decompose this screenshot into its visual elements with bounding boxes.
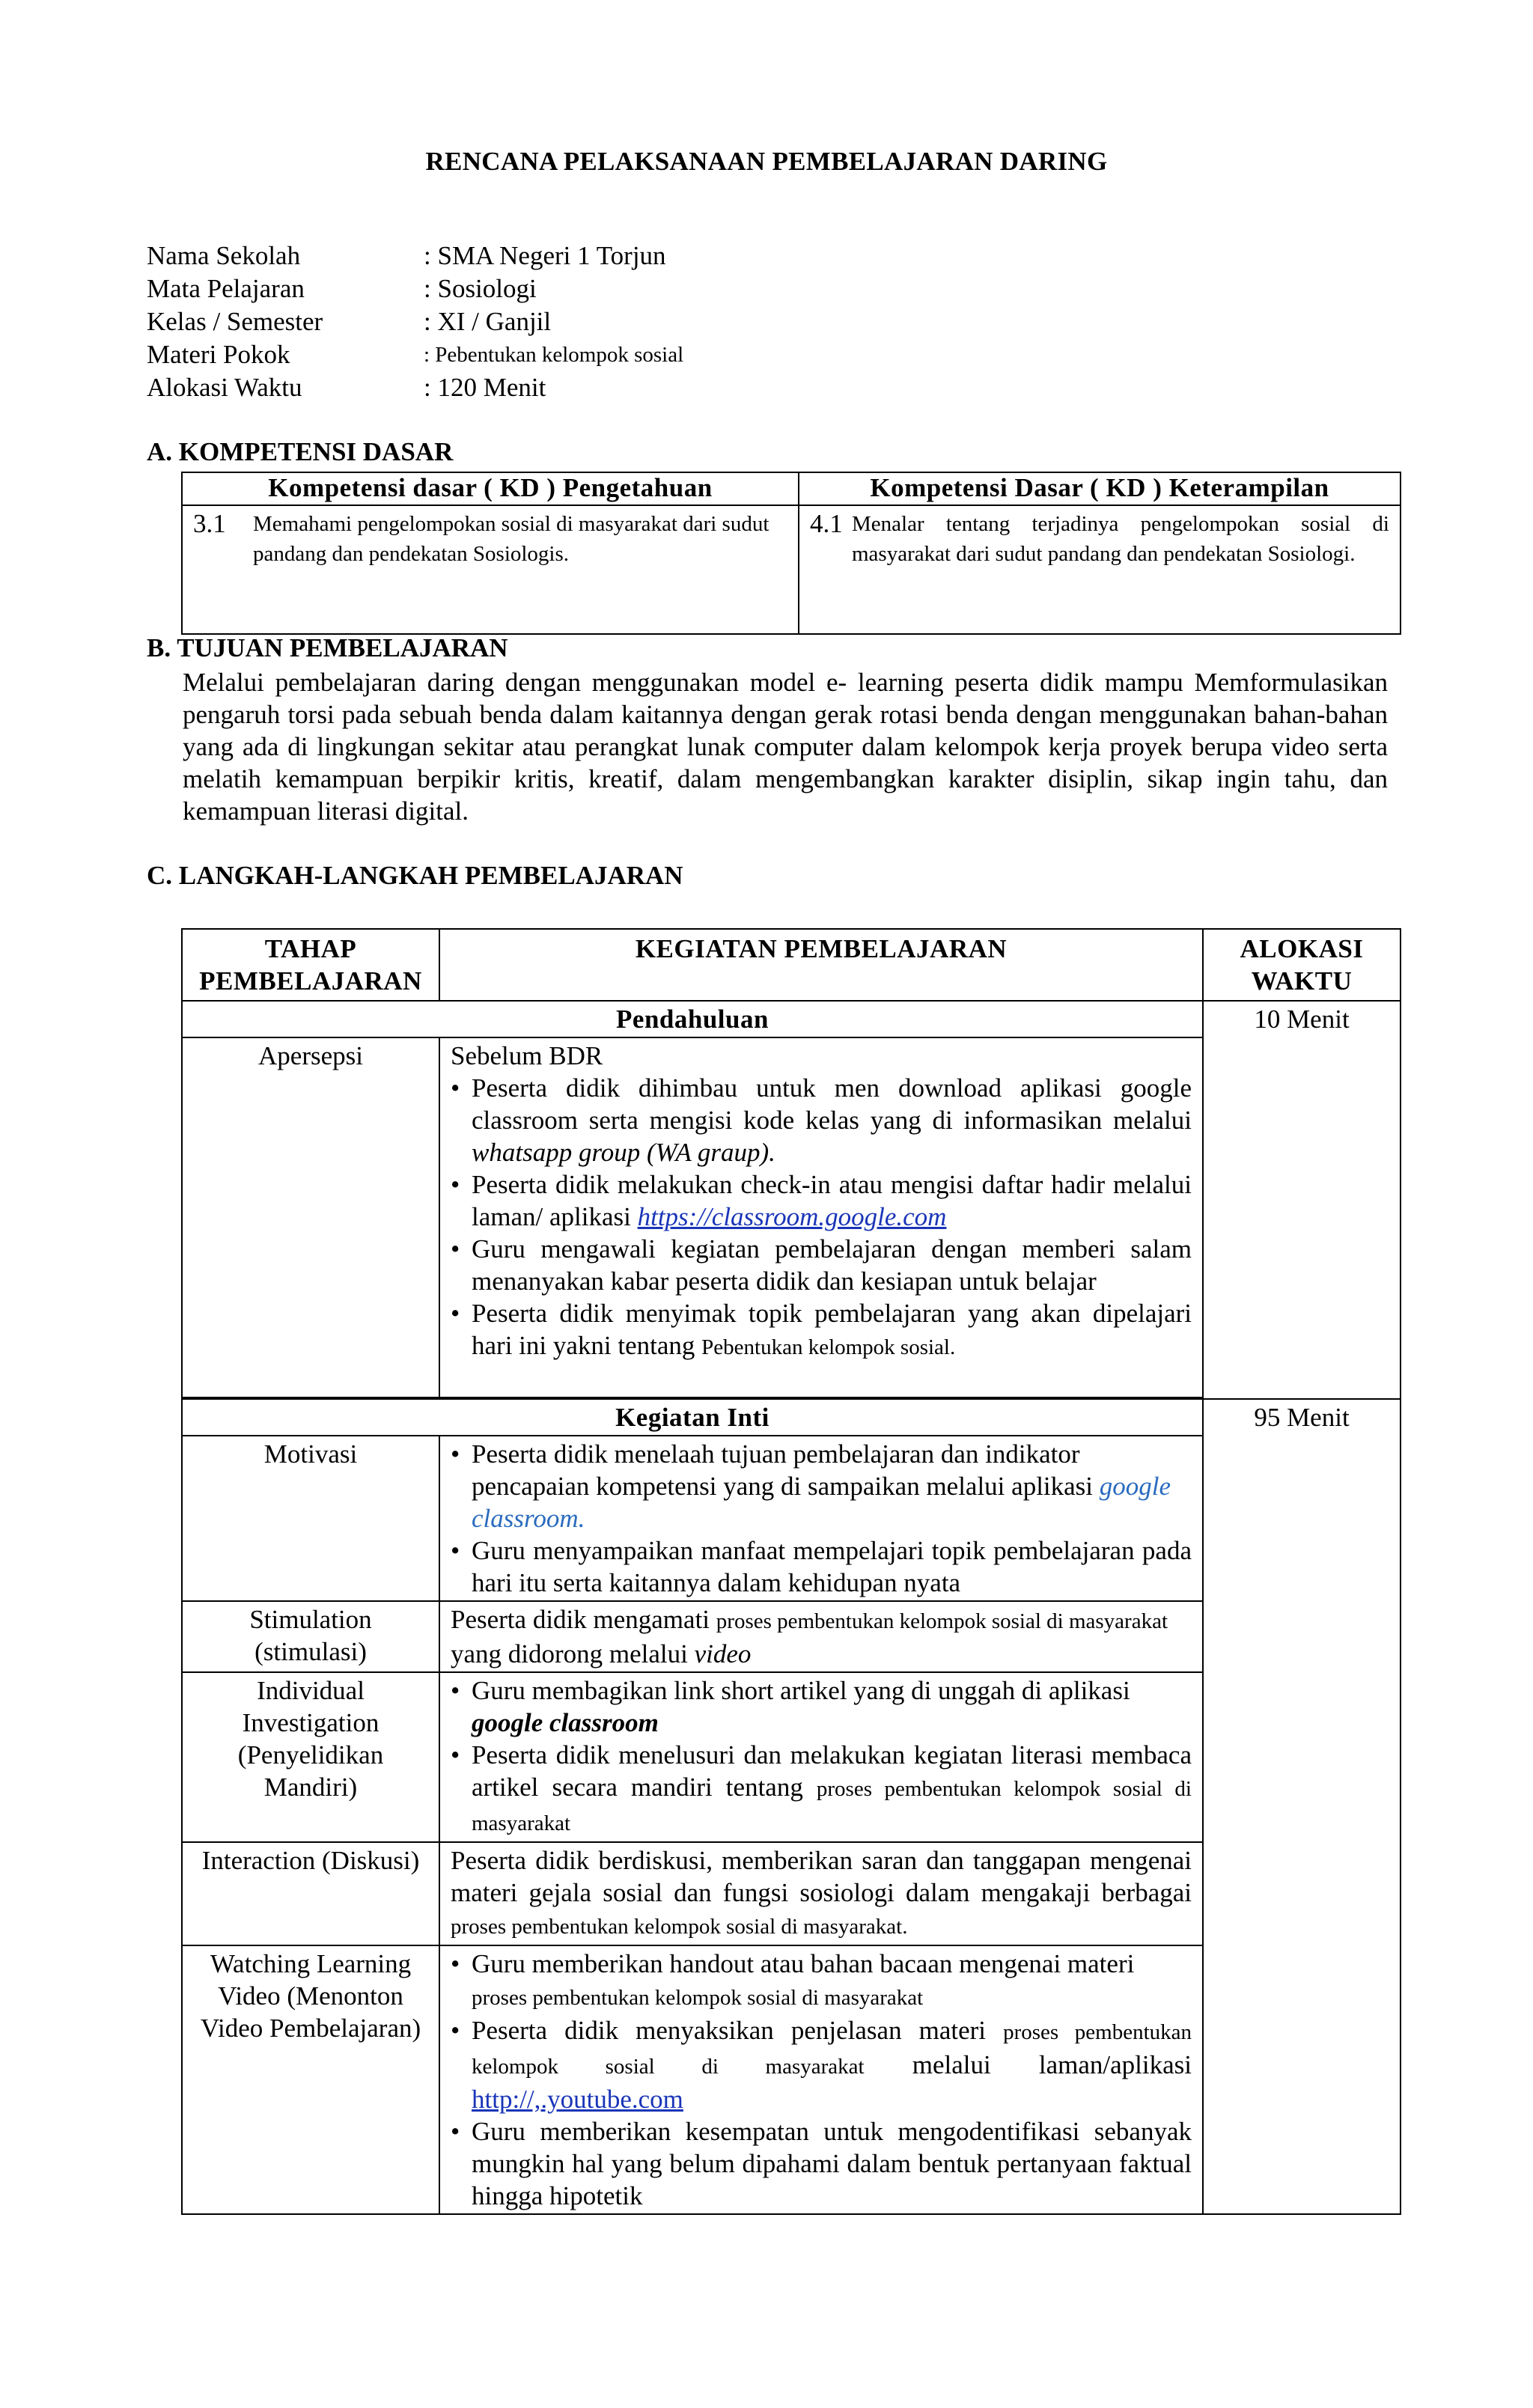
google-classroom-link[interactable]: google classroom.: [472, 1472, 1171, 1533]
list-item: • Guru memberikan kesempatan untuk mengodentifikasi sebanyak mungkin hal yang belum dipahami dalam bentuk pertanyaan faktual hingga hipotetik: [451, 2115, 1192, 2212]
steps-header-stage: TAHAP PEMBELAJARAN: [182, 929, 439, 1001]
stage-watching-video: Watching Learning Video (Menonton Video Pembelajaran): [182, 1945, 439, 2214]
kd-text: Menalar tentang terjadinya pengelompokan sosial di masyarakat dari sudut pandang dan pendekatan Sosiologi.: [852, 512, 1389, 566]
identity-block: [147, 240, 683, 404]
stage-stimulation: Stimulation (stimulasi): [182, 1601, 439, 1672]
section-c-heading: C. LANGKAH-LANGKAH PEMBELAJARAN: [147, 861, 683, 890]
list-item: • Peserta didik melakukan check-in atau mengisi daftar hadir melalui laman/ aplikasi https://classroom.google.com: [451, 1168, 1192, 1233]
stage-individual-investigation: Individual Investigation (Penyelidikan Mandiri): [182, 1672, 439, 1842]
activity-apersepsi: [439, 1037, 1203, 1397]
list-item: • Guru menyampaikan manfaat mempelajari topik pembelajaran pada hari itu serta kaitannya dalam kehidupan nyata: [451, 1534, 1192, 1599]
activity-motivasi: [439, 1436, 1203, 1601]
identity-row: [147, 371, 683, 404]
apersepsi-intro: Sebelum BDR: [451, 1041, 603, 1070]
kd-number: 3.1: [193, 509, 226, 538]
identity-row: [147, 305, 683, 338]
identity-key: Materi Pokok: [147, 340, 290, 369]
stage-interaction: Interaction (Diskusi): [182, 1842, 439, 1945]
identity-value: : XI / Ganjil: [424, 307, 552, 336]
identity-row: [147, 272, 683, 305]
kd-text: Memahami pengelompokan sosial di masyarakat dari sudut pandang dan pendekatan Sosiologis.: [253, 512, 769, 566]
list-item: • Peserta didik menelaah tujuan pembelajaran dan indikator pencapaian kompetensi yang di sampaikan melalui aplikasi google classroom.: [451, 1438, 1192, 1534]
pendahuluan-heading: Pendahuluan: [182, 1001, 1203, 1037]
activity-stimulation: Peserta didik mengamati proses pembentukan kelompok sosial di masyarakat yang didorong melalui video: [439, 1601, 1203, 1672]
inti-heading: Kegiatan Inti: [182, 1399, 1203, 1436]
learning-objective-text: Melalui pembelajaran daring dengan menggunakan model e- learning peserta didik mampu Memformulasikan pengaruh torsi pada sebuah benda dalam kaitannya dengan gerak rotasi benda dengan menggunakan bahan-bahan yang ada di lingkungan sekitar atau perangkat lunak computer dalam kelompok kerja proyek berupa video serta melatih kemampuan berpikir kritis, kreatif, dalam mengembangkan karakter disiplin, sikap ingin tahu, dan kemampuan literasi digital.: [183, 668, 1388, 826]
learning-steps-table: [181, 928, 1401, 2215]
youtube-link[interactable]: http://,.youtube.com: [472, 2085, 683, 2114]
identity-row: [147, 240, 683, 272]
section-b-heading: B. TUJUAN PEMBELAJARAN: [147, 633, 508, 662]
kd-header-knowledge: Kompetensi dasar ( KD ) Pengetahuan: [182, 472, 799, 505]
kd-knowledge-cell: [182, 505, 799, 634]
list-item: • Guru memberikan handout atau bahan bacaan mengenai materi proses pembentukan kelompok sosial di masyarakat: [451, 1948, 1192, 2014]
kd-header-skill: Kompetensi Dasar ( KD ) Keterampilan: [799, 472, 1401, 505]
identity-key: Alokasi Waktu: [147, 373, 302, 402]
kompetensi-table: [181, 472, 1401, 635]
list-item: • Peserta didik dihimbau untuk men download aplikasi google classroom serta mengisi kode kelas yang di informasikan melalui whatsapp group (WA graup).: [451, 1072, 1192, 1168]
steps-header-activity: KEGIATAN PEMBELAJARAN: [439, 929, 1203, 1001]
pendahuluan-time: 10 Menit: [1203, 1001, 1401, 1399]
activity-watching-video: [439, 1945, 1203, 2214]
classroom-link[interactable]: https://classroom.google.com: [637, 1202, 947, 1231]
kd-number: 4.1: [810, 509, 843, 538]
list-item: • Peserta didik menyaksikan penjelasan materi proses pembentukan kelompok sosial di masyarakat melalui laman/aplikasi http://,.youtube.com: [451, 2014, 1192, 2115]
document-title: RENCANA PELAKSANAAN PEMBELAJARAN DARING: [425, 147, 1108, 176]
steps-header-time: ALOKASI WAKTU: [1203, 929, 1401, 1001]
activity-interaction: Peserta didik berdiskusi, memberikan saran dan tanggapan mengenai materi gejala sosial dan fungsi sosiologi dalam mengakaji berbagai proses pembentukan kelompok sosial di masyarakat.: [439, 1842, 1203, 1945]
identity-key: Nama Sekolah: [147, 241, 301, 270]
list-item: • Peserta didik menyimak topik pembelajaran yang akan dipelajari hari ini yakni tentang Pebentukan kelompok sosial.: [451, 1297, 1192, 1364]
list-item: • Guru mengawali kegiatan pembelajaran dengan memberi salam menanyakan kabar peserta didik dan kesiapan untuk belajar: [451, 1233, 1192, 1297]
inti-time: 95 Menit: [1203, 1399, 1401, 2214]
identity-value: : SMA Negeri 1 Torjun: [424, 241, 666, 270]
identity-value: : 120 Menit: [424, 373, 546, 402]
identity-key: Kelas / Semester: [147, 307, 323, 336]
list-item: • Peserta didik menelusuri dan melakukan kegiatan literasi membaca artikel secara mandiri tentang proses pembentukan kelompok sosial di masyarakat: [451, 1739, 1192, 1840]
identity-row: [147, 338, 683, 371]
kd-skill-cell: [799, 505, 1401, 634]
activity-individual-investigation: [439, 1672, 1203, 1842]
stage-apersepsi: Apersepsi: [182, 1037, 439, 1397]
stage-motivasi: Motivasi: [182, 1436, 439, 1601]
list-item: • Guru membagikan link short artikel yang di unggah di aplikasi google classroom: [451, 1674, 1192, 1739]
identity-value: : Pebentukan kelompok sosial: [424, 343, 684, 367]
identity-key: Mata Pelajaran: [147, 274, 305, 303]
section-a-heading: A. KOMPETENSI DASAR: [147, 437, 454, 466]
identity-value: : Sosiologi: [424, 274, 537, 303]
